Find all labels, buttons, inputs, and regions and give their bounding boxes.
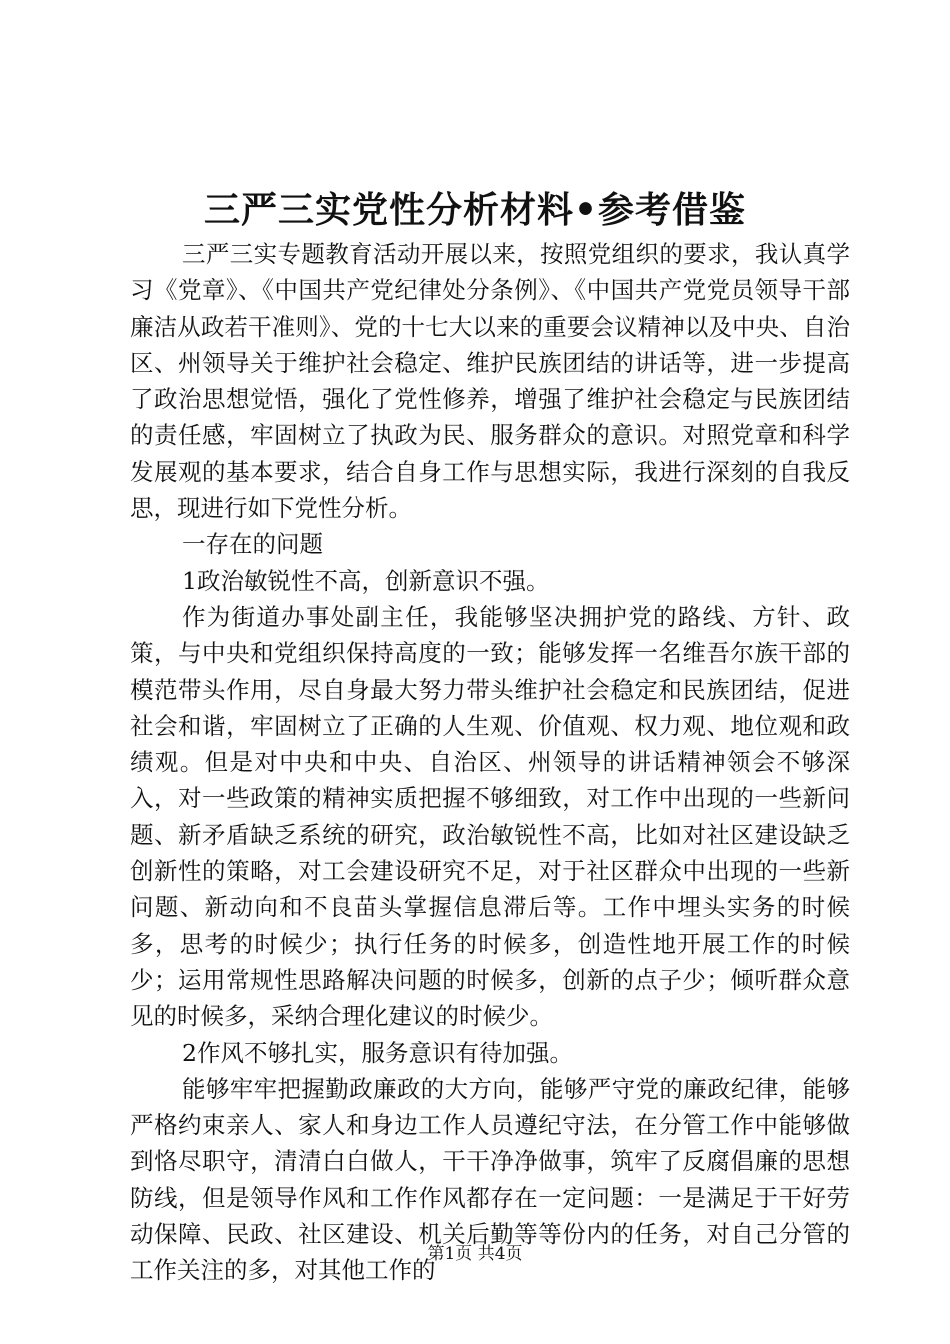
section-heading-problems: 一存在的问题 <box>182 530 323 559</box>
subsection-heading-political-sensitivity: 1政治敏锐性不高，创新意识不强。 <box>182 566 550 595</box>
document-body <box>130 236 850 1289</box>
body-paragraph-political-sensitivity: 作为街道办事处副主任，我能够坚决拥护党的路线、方针、政策，与中央和党组织保持高度的一致；能够发挥一名维吾尔族干部的模范带头作用，尽自身最大努力带头维护社会稳定和民族团结，促进社会和谐，牢固树立了正确的人生观、价值观、权力观、地位观和政绩观。但是对中央和中央、自治区、州领导的讲话精神领会不够深入，对一些政策的精神实质把握不够细致，对工作中出现的一些新问题、新矛盾缺乏系统的研究，政治敏锐性不高，比如对社区建设缺乏创新性的策略，对工会建设研究不足，对于社区群众中出现的一些新问题、新动向和不良苗头掌握信息滞后等。工作中埋头实务的时候多，思考的时候少；执行任务的时候多，创造性地开展工作的时候少；运用常规性思路解决问题的时候多，创新的点子少；倾听群众意见的时候多，采纳合理化建议的时候少。 <box>130 602 850 1031</box>
body-paragraph-work-style: 能够牢牢把握勤政廉政的大方向，能够严守党的廉政纪律，能够严格约束亲人、家人和身边工作人员遵纪守法，在分管工作中能够做到恪尽职守，清清白白做人，干干净净做事，筑牢了反腐倡廉的思想防线，但是领导作风和工作作风都存在一定问题：一是满足于干好劳动保障、民政、社区建设、机关后勤等等份内的任务，对自己分管的工作关注的多，对其他工作的 <box>130 1074 850 1285</box>
subsection-heading-work-style: 2作风不够扎实，服务意识有待加强。 <box>182 1038 573 1067</box>
document-title: 三严三实党性分析材料•参考借鉴 <box>203 189 746 231</box>
intro-paragraph: 三严三实专题教育活动开展以来，按照党组织的要求，我认真学习《党章》、《中国共产党纪律处分条例》、《中国共产党党员领导干部廉洁从政若干准则》、党的十七大以来的重要会议精神以及中央、自治区、州领导关于维护社会稳定、维护民族团结的讲话等，进一步提高了政治思想觉悟，强化了党性修养，增强了维护社会稳定与民族团结的责任感，牢固树立了执政为民、服务群众的意识。对照党章和科学发展观的基本要求，结合自身工作与思想实际，我进行深刻的自我反思，现进行如下党性分析。 <box>130 240 850 523</box>
page-number-footer: 第1页 共4页 <box>427 1244 523 1264</box>
